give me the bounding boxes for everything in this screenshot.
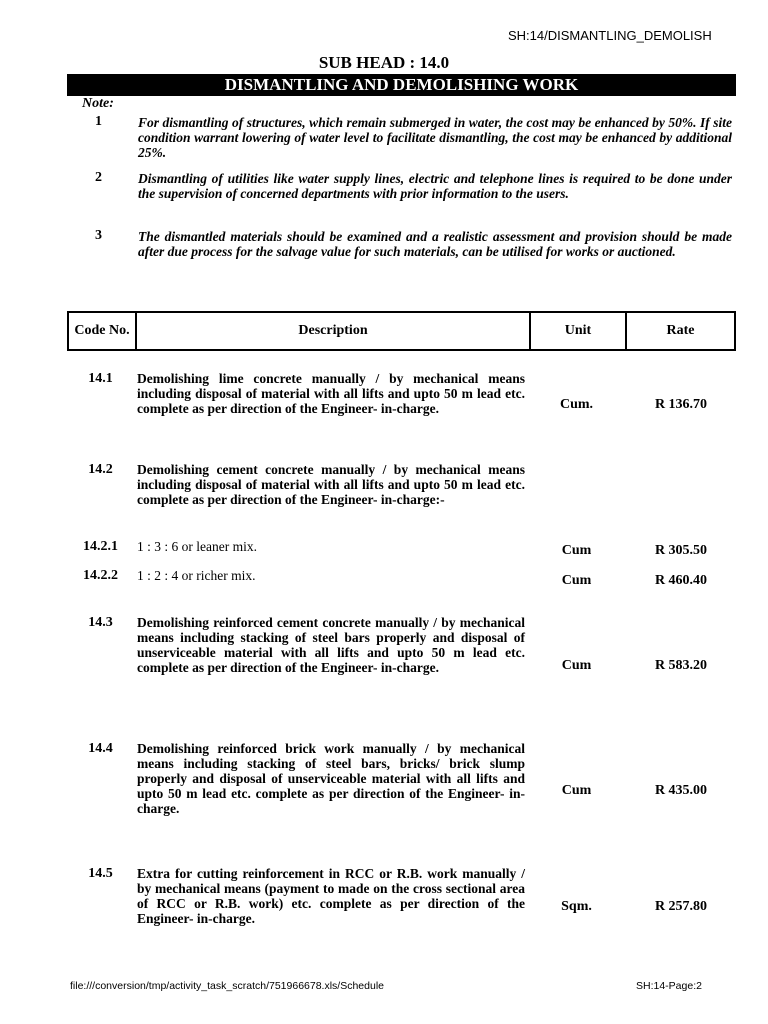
row-description: Extra for cutting reinforcement in RCC or R.B. work manually / by mechanical means (payment to made on the cross sectional area of RCC or R.B. work) etc. complete as per direction of the Engineer- in-charge. [137, 866, 525, 926]
note-text: The dismantled materials should be examined and a realistic assessment and provision should be made after due process for the salvage value for such materials, can be utilised for works or auctioned. [138, 229, 732, 259]
page-header: SH:14/DISMANTLING_DEMOLISH [508, 28, 712, 43]
table-header [67, 311, 736, 351]
row-code: 14.1 [88, 371, 113, 386]
note-number: 3 [95, 228, 102, 243]
note-text: Dismantling of utilities like water supply lines, electric and telephone lines is required to be done under the supervision of concerned departments with prior information to the users. [138, 171, 732, 201]
sub-head: SUB HEAD : 14.0 [318, 53, 450, 72]
row-code: 14.2.1 [83, 539, 118, 554]
row-rate: R 460.40 [654, 573, 708, 588]
row-description: 1 : 2 : 4 or richer mix. [137, 568, 256, 583]
row-code: 14.5 [88, 866, 113, 881]
column-header-unit: Unit [531, 313, 627, 349]
row-rate: R 305.50 [654, 543, 708, 558]
row-description: 1 : 3 : 6 or leaner mix. [137, 539, 257, 554]
column-header-code: Code No. [69, 313, 137, 349]
row-unit: Cum [561, 573, 592, 588]
note-label: Note: [82, 96, 114, 111]
row-description: Demolishing lime concrete manually / by mechanical means including disposal of material with all lifts and upto 50 m lead etc. complete as per direction of the Engineer- in-charge. [137, 371, 525, 416]
row-unit: Sqm. [561, 899, 592, 914]
row-unit: Cum [561, 783, 592, 798]
column-header-rate: Rate [666, 323, 695, 338]
section-title: DISMANTLING AND DEMOLISHING WORK [67, 74, 736, 96]
row-rate: R 435.00 [654, 783, 708, 798]
note-number: 1 [95, 114, 102, 129]
row-code: 14.2 [88, 462, 113, 477]
row-description: Demolishing reinforced brick work manually / by mechanical means including stacking of steel bars, bricks/ brick slump properly and disposal of unserviceable material with all lifts and upto 50 m lead etc. complete as per direction of the Engineer- in-charge. [137, 741, 525, 816]
row-code: 14.4 [88, 741, 113, 756]
footer-page-number: SH:14-Page:2 [636, 980, 702, 992]
note-text: For dismantling of structures, which remain submerged in water, the cost may be enhanced by 50%. If site condition warrant lowering of water level to facilitate dismantling, the cost may be enhanced by additional 25%. [138, 115, 732, 160]
row-unit: Cum. [559, 397, 594, 412]
row-description: Demolishing cement concrete manually / by mechanical means including disposal of material with all lifts and upto 50 m lead etc. complete as per direction of the Engineer- in-charge:- [137, 462, 525, 507]
row-rate: R 583.20 [654, 658, 708, 673]
row-unit: Cum [561, 543, 592, 558]
row-unit: Cum [561, 658, 592, 673]
row-description: Demolishing reinforced cement concrete manually / by mechanical means including stacking of steel bars properly and disposal of unserviceable material with all lifts and upto 50 m lead etc. complete as per direction of the Engineer- in-charge. [137, 615, 525, 675]
row-code: 14.2.2 [83, 568, 118, 583]
row-code: 14.3 [88, 615, 113, 630]
note-number: 2 [95, 170, 102, 185]
row-rate: R 257.80 [654, 899, 708, 914]
footer-file-path: file:///conversion/tmp/activity_task_scratch/751966678.xls/Schedule [70, 980, 385, 992]
column-header-description: Description [137, 313, 531, 349]
row-rate: R 136.70 [654, 397, 708, 412]
